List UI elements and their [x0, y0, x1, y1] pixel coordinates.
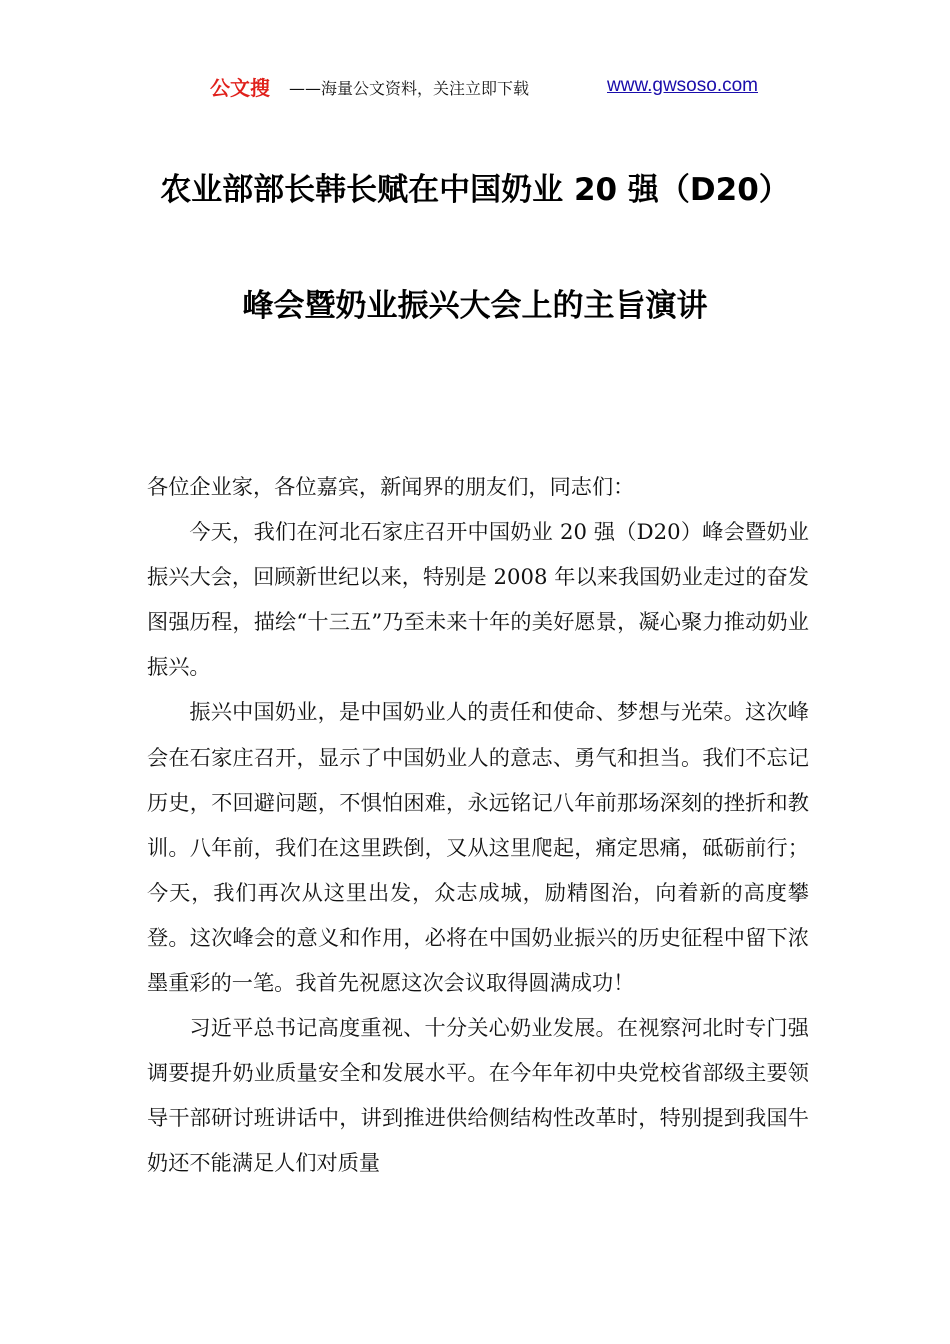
- salutation: 各位企业家，各位嘉宾，新闻界的朋友们，同志们：: [147, 474, 635, 499]
- page-header: [0, 70, 950, 102]
- header-tagline: ——海量公文资料，关注立即下载: [289, 79, 530, 98]
- body-paragraph: 今天，我们在河北石家庄召开中国奶业 20 强（D20）峰会暨奶业振兴大会，回顾新世纪以来，特别是 2008 年以来我国奶业走过的奋发图强历程，描绘“十三五”乃至未来十年的美好愿景，凝心聚力推动奶业振兴。: [147, 519, 809, 680]
- document-title-line-1: 农业部部长韩长赋在中国奶业 20 强（D20）: [160, 172, 790, 208]
- body-paragraph: 习近平总书记高度重视、十分关心奶业发展。在视察河北时专门强调要提升奶业质量安全和发展水平。在今年年初中央党校省部级主要领导干部研讨班讲话中，讲到推进供给侧结构性改革时，特别提到我国牛奶还不能满足人们对质量: [147, 1015, 809, 1176]
- site-link[interactable]: www.gwsoso.com: [607, 75, 758, 96]
- document-title-line-2: 峰会暨奶业振兴大会上的主旨演讲: [242, 288, 708, 324]
- body-paragraph: 振兴中国奶业，是中国奶业人的责任和使命、梦想与光荣。这次峰会在石家庄召开，显示了中国奶业人的意志、勇气和担当。我们不忘记历史，不回避问题，不惧怕困难，永远铭记八年前那场深刻的挫折和教训。八年前，我们在这里跌倒，又从这里爬起，痛定思痛，砥砺前行；今天，我们再次从这里出发，众志成城，励精图治，向着新的高度攀登。这次峰会的意义和作用，必将在中国奶业振兴的历史征程中留下浓墨重彩的一笔。我首先祝愿这次会议取得圆满成功！: [147, 699, 809, 996]
- document-body: [147, 464, 809, 1186]
- brand-name: 公文搜: [210, 76, 270, 100]
